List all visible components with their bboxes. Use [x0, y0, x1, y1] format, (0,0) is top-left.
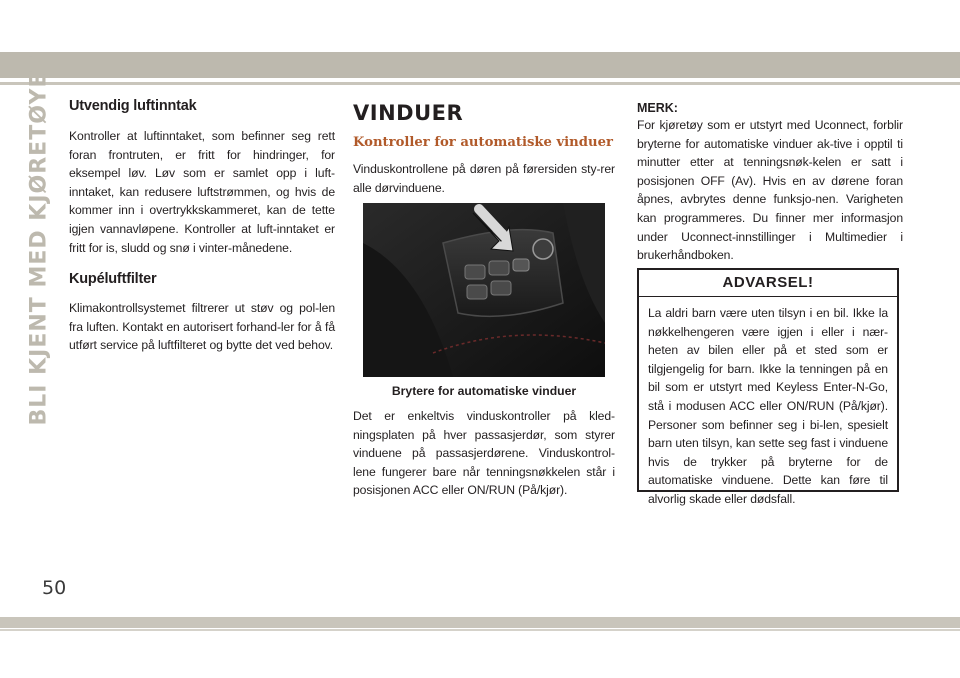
side-title-text: BLI KJENT MED KJØRETØYET	[26, 54, 52, 426]
paragraph-luftinntak: Kontroller at luftinntaket, som befinner seg rett foran frontruten, er fritt for hindringer, for eksempel løv. Løv som er samlet opp i luft-inntaket, kan redusere luftstrømmen, og hvis de kommer inn i overtrykkskammeret, kan de tette igjen vannavløpene. Kontroller at luft-inntaket er fritt for is, sludd og snø i vinter-månedene.	[69, 129, 335, 255]
window-switch-illustration	[363, 203, 605, 377]
heading-kupeluftfilter: Kupéluftfilter	[69, 271, 157, 288]
photo-caption: Brytere for automatiske vinduer	[391, 384, 577, 398]
column-right	[637, 101, 903, 265]
warning-text: La aldri barn være uten tilsyn i en bil. Ikke la nøkkelhengeren være igjen i eller i nær-heten av bilen eller på et sted som er tilgjengelig for barn. Ikke la tenningen på en bil som er utstyrt med Keyless Enter-N-Go, stå i modusen ACC eller ON/RUN (På/kjør). Personer som befinner seg i bi-len, spesielt barn uten tilsyn, kan sette seg fast i vinduene hvis de trykker på bryterne for de automatiske vinduene. Dette kan føre til alvorlig skade eller dødsfall.	[648, 306, 888, 506]
column-middle-lower	[353, 407, 615, 500]
column-left	[69, 98, 335, 355]
paragraph-vinduskontroll: Vinduskontrollene på døren på førersiden sty-rer alle dørvinduene.	[353, 162, 615, 195]
header-rule	[0, 82, 960, 85]
paragraph-passasjerdor: Det er enkeltvis vinduskontroller på kled-ningsplaten på hver passasjerdør, som styrer vinduene på passasjerdørene. Vinduskontrol-lene fungerer bare når tenningsnøkkelen står i posisjonen ACC eller ON/RUN (På/kjør).	[353, 409, 615, 498]
header-band	[0, 52, 960, 78]
note-label: MERK:	[637, 101, 678, 115]
footer-rule	[0, 629, 960, 631]
warning-box	[637, 268, 899, 506]
subsection-title: Kontroller for automatiske vinduer	[353, 135, 613, 150]
paragraph-luftfilter: Klimakontrollsystemet filtrerer ut støv og pol-len fra luften. Kontakt en autorisert forhand-ler for å få utført service på luftfilteret og bytte det ved behov.	[69, 301, 335, 353]
footer-band	[0, 617, 960, 628]
page-number: 50	[42, 577, 67, 599]
column-middle	[353, 101, 615, 197]
section-title-vinduer: VINDUER	[353, 101, 464, 125]
window-switch-photo	[363, 203, 605, 377]
page-top-margin	[0, 0, 960, 52]
warning-title: ADVARSEL!	[639, 270, 897, 297]
heading-utvendig-luftinntak: Utvendig luftinntak	[69, 98, 197, 114]
section-side-title	[22, 54, 56, 426]
note-text: For kjøretøy som er utstyrt med Uconnect, forblir bryterne for automatiske vinduer ak-tive i opptil ti minutter etter at tenningsnøk-kelen er satt i posisjonen OFF (Av). Hvis en av dørene foran åpnes, avbrytes denne funksjo-nen. Varigheten kan programmeres. Du finner mer informasjon under Uconnect-innstillinger i Multimedier i brukerhåndboken.	[637, 118, 903, 263]
